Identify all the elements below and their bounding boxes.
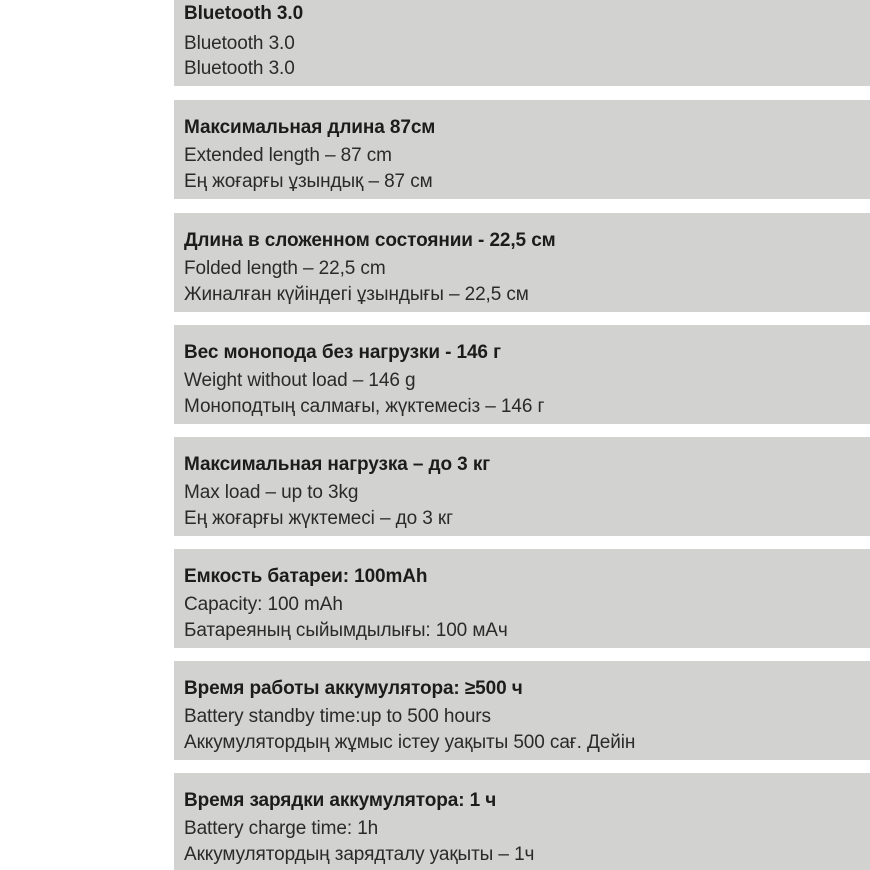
spec-title: Вес монопода без нагрузки - 146 г [184,342,501,363]
spec-title: Максимальная длина 87см [184,117,436,138]
spec-line-kazakh: Ең жоғарғы ұзындық – 87 см [184,171,433,192]
spec-line-english: Battery standby time:up to 500 hours [184,706,491,727]
spec-line-kazakh: Ең жоғарғы жүктемесі – до 3 кг [184,508,453,529]
spec-line-english: Capacity: 100 mAh [184,594,343,615]
spec-title: Емкость батареи: 100mAh [184,566,428,587]
spec-line-english: Max load – up to 3kg [184,482,359,503]
spec-block-battery-capacity [174,549,870,648]
spec-line-english: Folded length – 22,5 cm [184,258,386,279]
spec-block-max-length [174,100,870,199]
spec-block-weight [174,325,870,424]
spec-title: Максимальная нагрузка – до 3 кг [184,454,491,475]
spec-line-kazakh: Аккумулятордың жұмыс істеу уақыты 500 сағ. Дейін [184,732,636,753]
spec-line-english: Battery charge time: 1h [184,818,379,839]
spec-line-kazakh: Жиналған күйіндегі ұзындығы – 22,5 см [184,284,529,305]
spec-line-kazakh: Моноподтың салмағы, жүктемесіз – 146 г [184,396,545,417]
spec-line-english: Extended length – 87 cm [184,145,392,166]
spec-line-kazakh: Батареяның сыйымдылығы: 100 мАч [184,620,508,641]
spec-block-max-load [174,437,870,536]
spec-line-kazakh: Аккумулятордың зарядталу уақыты – 1ч [184,844,535,865]
spec-title: Время зарядки аккумулятора: 1 ч [184,790,497,811]
spec-line-english: Bluetooth 3.0 [184,33,295,54]
spec-title: Время работы аккумулятора: ≥500 ч [184,678,523,699]
spec-block-folded-length [174,213,870,312]
spec-block-charge-time [174,773,870,870]
spec-title: Длина в сложенном состоянии - 22,5 см [184,230,556,251]
spec-block-battery-standby [174,661,870,760]
spec-block-bluetooth [174,0,870,86]
spec-line-kazakh: Bluetooth 3.0 [184,58,295,79]
spec-title: Bluetooth 3.0 [184,3,304,24]
spec-line-english: Weight without load – 146 g [184,370,416,391]
